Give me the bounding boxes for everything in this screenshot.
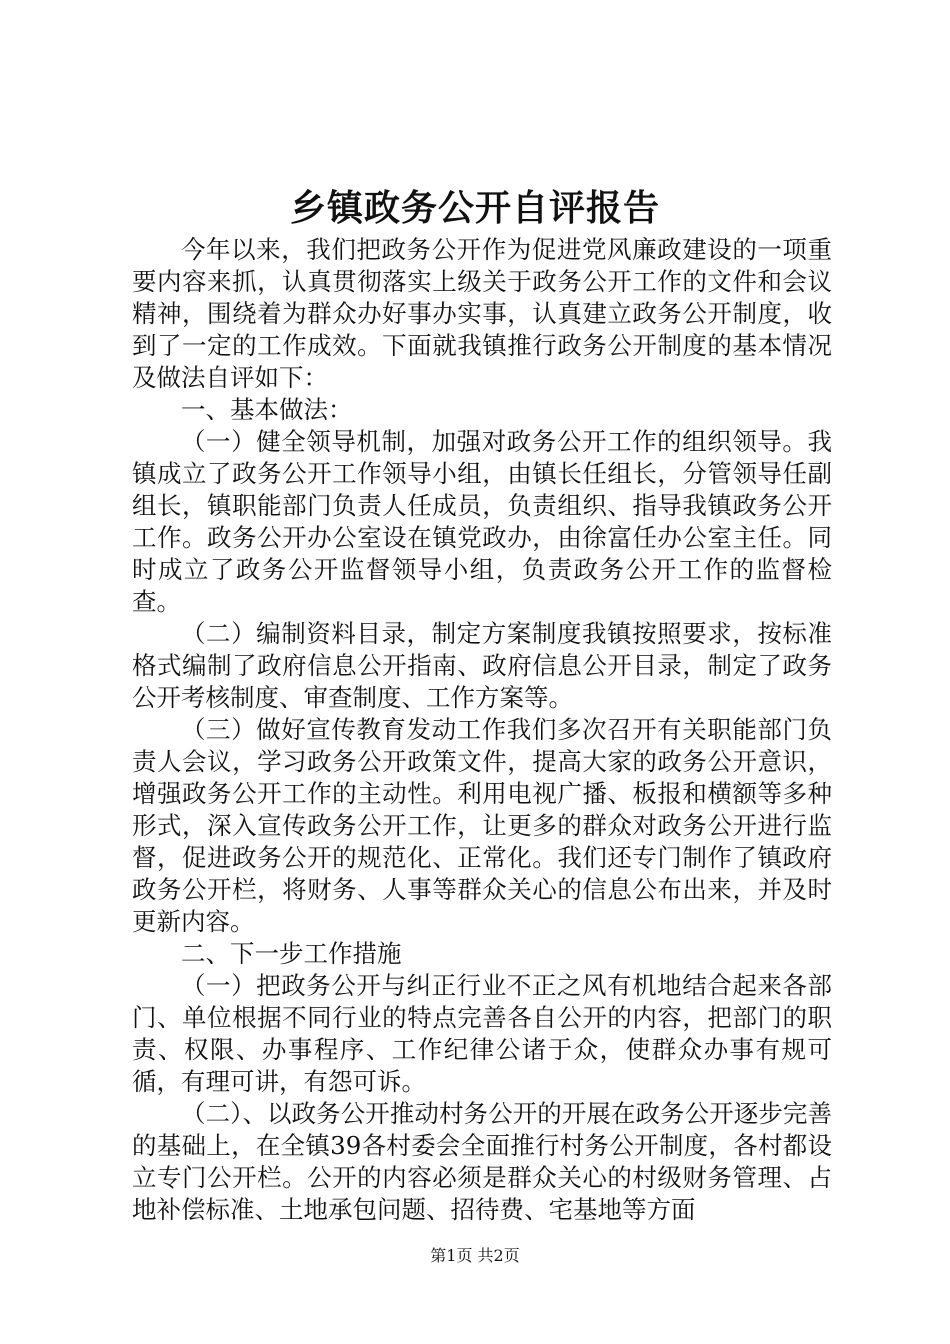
section-heading-basic-practices: 一、基本做法： (181, 395, 353, 424)
paragraph-industry-conduct: （一）把政务公开与纠正行业不正之风有机地结合起来各部门、单位根据不同行业的特点完善各自公开的内容，把部门的职责、权限、办事程序、工作纪律公诸于众，使群众办事有规可循，有理可讲，有怨可诉。 (132, 971, 832, 1096)
paragraph-publicity: （三）做好宣传教育发动工作我们多次召开有关职能部门负责人会议，学习政务公开政策文件，提高大家的政务公开意识，增强政务公开工作的主动性。利用电视广播、板报和横额等多种形式，深入宣传政务公开工作，让更多的群众对政务公开进行监督，促进政务公开的规范化、正常化。我们还专门制作了镇政府政务公开栏，将财务、人事等群众关心的信息公布出来，并及时更新内容。 (132, 715, 832, 936)
paragraph-village-affairs: （二）、以政务公开推动村务公开的开展在政务公开逐步完善的基础上，在全镇39各村委会全面推行村务公开制度，各村都设立专门公开栏。公开的内容必须是群众关心的村级财务管理、占地补偿标准、土地承包问题、招待费、宅基地等方面 (132, 1099, 832, 1224)
document-body (132, 234, 832, 1226)
section-heading-next-steps: 二、下一步工作措施 (181, 939, 402, 968)
paragraph-leadership: （一）健全领导机制，加强对政务公开工作的组织领导。我镇成立了政务公开工作领导小组，由镇长任组长，分管领导任副组长，镇职能部门负责人任成员，负责组织、指导我镇政务公开工作。政务公开办公室设在镇党政办，由徐富任办公室主任。同时成立了政务公开监督领导小组，负责政务公开工作的监督检查。 (132, 427, 832, 616)
paragraph-intro: 今年以来，我们把政务公开作为促进党风廉政建设的一项重要内容来抓，认真贯彻落实上级关于政务公开工作的文件和会议精神，围绕着为群众办好事办实事，认真建立政务公开制度，收到了一定的工作成效。下面就我镇推行政务公开制度的基本情况及做法自评如下： (132, 235, 832, 392)
paragraph-catalog: （二）编制资料目录，制定方案制度我镇按照要求，按标准格式编制了政府信息公开指南、政府信息公开目录，制定了政务公开考核制度、审查制度、工作方案等。 (132, 619, 832, 712)
document-title: 乡镇政务公开自评报告 (289, 187, 660, 229)
page-footer: 第1页 共2页 (430, 1246, 520, 1265)
